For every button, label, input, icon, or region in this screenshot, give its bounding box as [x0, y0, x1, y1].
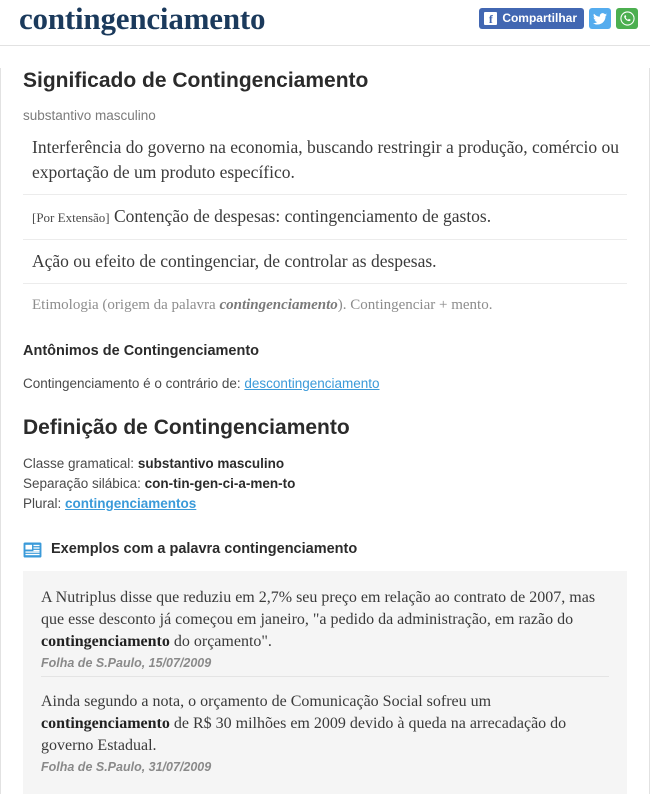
examples-box: [23, 571, 627, 794]
definition-list: [23, 131, 627, 284]
grammatical-class-label: Classe gramatical:: [23, 456, 135, 471]
definition-text: Interferência do governo na economia, buscando restringir a produção, comércio ou exportação de um produto específico.: [32, 137, 619, 182]
grammatical-class-row: [23, 454, 627, 474]
examples-heading-word: contingenciamento: [224, 541, 358, 557]
examples-heading: [23, 540, 627, 559]
examples-heading-prefix: Exemplos com a palavra: [51, 541, 225, 557]
example-text-after: de R$ 30 milhões em 2009 devido à queda na arrecadação do governo Estadual.: [41, 715, 567, 754]
whatsapp-share-button[interactable]: [616, 8, 638, 29]
example-source: Folha de S.Paulo, 31/07/2009: [41, 760, 212, 774]
facebook-share-button[interactable]: [479, 8, 584, 29]
syllables-label: Separação silábica:: [23, 476, 141, 491]
example-text: [41, 587, 609, 653]
antonyms-section-title: Antônimos de Contingenciamento: [23, 343, 260, 359]
plural-row: [23, 494, 627, 514]
example-text-after: do orçamento".: [169, 633, 272, 650]
twitter-share-button[interactable]: [589, 8, 611, 29]
definition-text: Contenção de despesas: contingenciamento de gastos.: [114, 206, 492, 226]
example-item: [41, 573, 609, 677]
share-buttons: [479, 8, 638, 29]
page-header: [0, 0, 650, 46]
antonym-link[interactable]: descontingenciamento: [244, 376, 380, 391]
meaning-section-title: Significado de Contingenciamento: [23, 69, 369, 92]
example-highlight: contingenciamento: [41, 633, 170, 650]
part-of-speech: substantivo masculino: [23, 108, 156, 123]
page-title: contingenciamento: [19, 1, 266, 36]
etymology-line: [23, 284, 627, 316]
definition-item: [23, 240, 627, 284]
definition-text: Ação ou efeito de contingenciar, de controlar as despesas.: [32, 251, 437, 271]
plural-link[interactable]: contingenciamentos: [65, 496, 197, 511]
example-highlight: contingenciamento: [41, 715, 170, 732]
example-text-before: Ainda segundo a nota, o orçamento de Comunicação Social sofreu um: [41, 693, 492, 710]
example-text-before: A Nutriplus disse que reduziu em 2,7% seu preço em relação ao contrato de 2007, mas que esse desconto já começou em janeiro, "a pedido da administração, em razão do: [41, 589, 596, 628]
example-text: [41, 691, 609, 757]
antonyms-line: [23, 375, 627, 393]
examples-heading-label: [51, 540, 357, 559]
facebook-icon: f: [484, 12, 497, 25]
example-source: Folha de S.Paulo, 15/07/2009: [41, 656, 212, 670]
plural-label: Plural:: [23, 496, 62, 511]
definition-item: [23, 131, 627, 195]
etymology-prefix: Etimologia (origem da palavra: [32, 297, 220, 313]
content-card: [0, 68, 650, 794]
definition-section-title: Definição de Contingenciamento: [23, 416, 350, 439]
twitter-icon: [593, 13, 607, 25]
definition-tag: [Por Extensão]: [32, 210, 110, 225]
newspaper-icon: [23, 542, 42, 558]
example-item: [41, 677, 609, 780]
syllables-row: [23, 474, 627, 494]
whatsapp-icon: [620, 11, 635, 26]
definition-item: [23, 195, 627, 240]
etymology-suffix: ). Contingenciar + mento.: [337, 297, 493, 313]
definition-details: [23, 454, 627, 514]
facebook-share-label: Compartilhar: [502, 11, 577, 25]
syllables-value: con-tin-gen-ci-a-men-to: [144, 476, 296, 491]
etymology-word: contingenciamento: [219, 297, 338, 313]
antonyms-intro: Contingenciamento é o contrário de:: [23, 376, 241, 391]
grammatical-class-value: substantivo masculino: [137, 456, 285, 471]
